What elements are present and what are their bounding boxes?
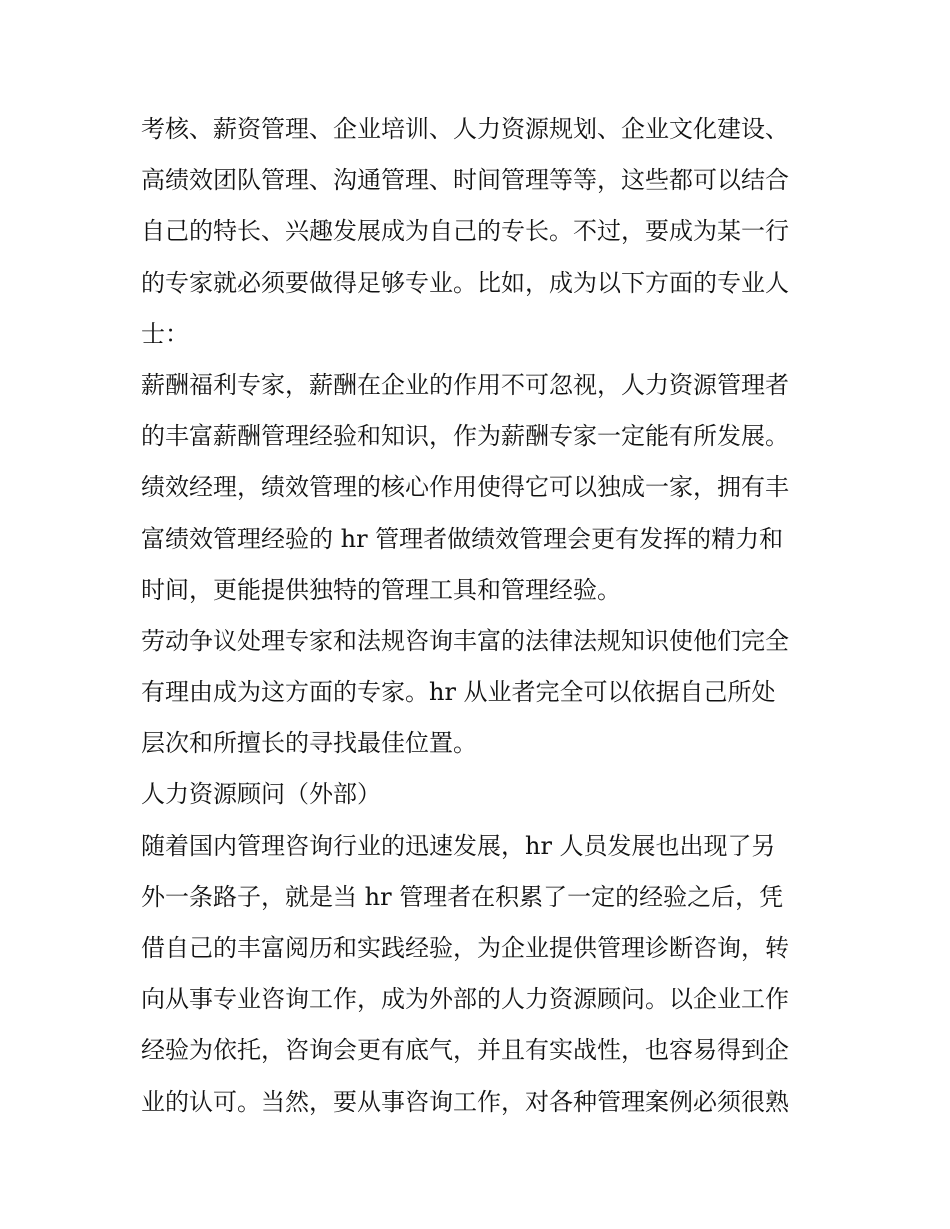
section-heading: 人力资源顾问（外部） xyxy=(141,780,381,809)
text-line: 薪酬福利专家，薪酬在企业的作用不可忽视，人力资源管理者 xyxy=(141,370,789,399)
text-line: 富绩效管理经验的 hr 管理者做绩效管理会更有发挥的精力和 xyxy=(141,524,784,553)
text-line: 随着国内管理咨询行业的迅速发展，hr 人员发展也出现了另 xyxy=(141,831,776,860)
text-line: 考核、薪资管理、企业培训、人力资源规划、企业文化建设、 xyxy=(141,115,789,143)
text-line: 的专家就必须要做得足够专业。比如，成为以下方面的专业人 xyxy=(141,268,789,297)
text-line: 自己的特长、兴趣发展成为自己的专长。不过，要成为某一行 xyxy=(141,217,789,246)
text-line: 绩效经理，绩效管理的核心作用使得它可以独成一家，拥有丰 xyxy=(141,473,789,502)
text-line: 士： xyxy=(141,319,189,348)
text-line: 外一条路子，就是当 hr 管理者在积累了一定的经验之后，凭 xyxy=(141,882,784,911)
text-line: 有理由成为这方面的专家。hr 从业者完全可以依据自己所处 xyxy=(141,678,776,707)
text-line: 向从事专业咨询工作，成为外部的人力资源顾问。以企业工作 xyxy=(141,985,789,1014)
body-text xyxy=(141,104,821,1128)
text-line: 劳动争议处理专家和法规咨询丰富的法律法规知识使他们完全 xyxy=(141,626,789,655)
text-line: 的丰富薪酬管理经验和知识，作为薪酬专家一定能有所发展。 xyxy=(141,422,789,451)
text-line: 时间，更能提供独特的管理工具和管理经验。 xyxy=(141,575,621,604)
text-line: 业的认可。当然，要从事咨询工作，对各种管理案例必须很熟 xyxy=(141,1087,789,1116)
text-line: 借自己的丰富阅历和实践经验，为企业提供管理诊断咨询，转 xyxy=(141,934,789,962)
text-line: 层次和所擅长的寻找最佳位置。 xyxy=(141,729,477,758)
text-line: 经验为依托，咨询会更有底气，并且有实战性，也容易得到企 xyxy=(141,1036,789,1065)
text-line: 高绩效团队管理、沟通管理、时间管理等等，这些都可以结合 xyxy=(141,166,789,195)
